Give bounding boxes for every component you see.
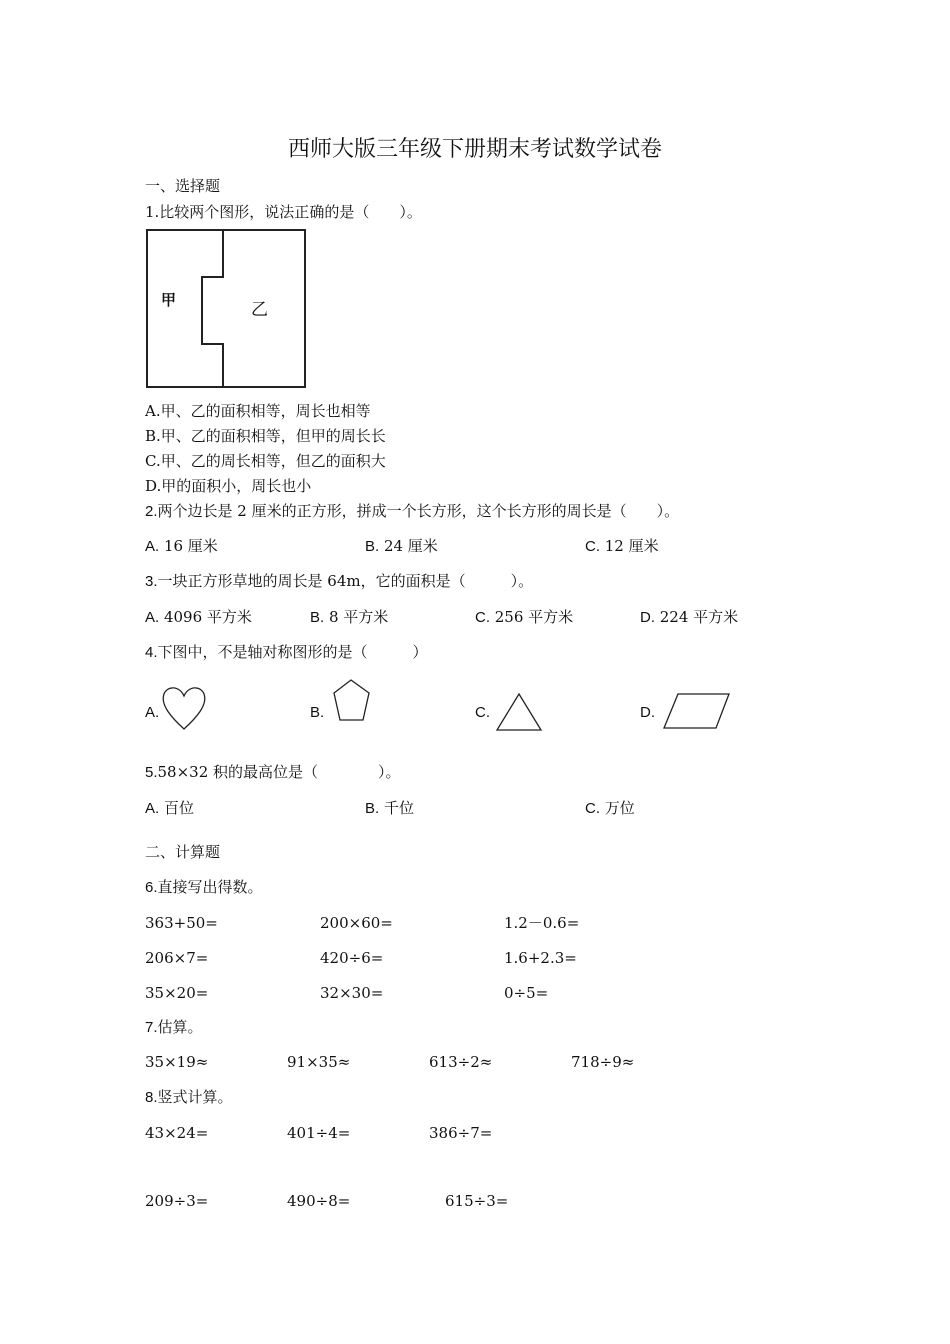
q4-option-c-label: C. <box>475 704 490 721</box>
q2-option-b: B. 24 厘米 <box>365 537 438 555</box>
q3-option-c: C. 256 平方米 <box>475 608 574 626</box>
q5-option-b: B. 千位 <box>365 799 414 817</box>
q2-option-a: A. 16 厘米 <box>145 537 218 555</box>
question-3-stem: 3.一块正方形草地的周长是 64m，它的面积是（ ）。 <box>145 572 534 590</box>
vertical-calc-item: 209÷3= <box>145 1192 209 1210</box>
question-8-stem: 8.竖式计算。 <box>145 1088 233 1106</box>
calc-item: 206×7= <box>145 949 209 967</box>
q1-option-c: C.甲、乙的周长相等，但乙的面积大 <box>145 452 386 470</box>
question-2-stem: 2.两个边长是 2 厘米的正方形，拼成一个长方形，这个长方形的周长是（ ）。 <box>145 502 680 520</box>
calc-item: 35×20= <box>145 984 209 1002</box>
question-1-stem: 1.比较两个图形，说法正确的是（ ）。 <box>145 203 422 221</box>
vertical-calc-item: 615÷3= <box>445 1192 509 1210</box>
q5-option-a: A. 百位 <box>145 799 194 817</box>
q4-option-d-label: D. <box>640 704 655 721</box>
q1-option-d: D.甲的面积小，周长也小 <box>145 477 312 495</box>
parallelogram-shape <box>664 694 729 728</box>
question-5-stem: 5.58×32 积的最高位是（ ）。 <box>145 763 401 781</box>
figure-label-yi: 乙 <box>251 300 268 320</box>
estimate-item: 35×19≈ <box>145 1053 209 1071</box>
vertical-calc-item: 386÷7= <box>429 1124 493 1142</box>
q3-option-b: B. 8 平方米 <box>310 608 389 626</box>
heart-shape <box>163 688 205 729</box>
q4-option-a-label: A. <box>145 704 160 721</box>
q1-option-b: B.甲、乙的面积相等，但甲的周长长 <box>145 427 386 445</box>
calc-item: 363+50= <box>145 914 218 932</box>
section-heading-calc: 二、计算题 <box>145 843 221 861</box>
q5-option-c: C. 万位 <box>585 799 635 817</box>
calc-item: 1.6+2.3= <box>504 949 577 967</box>
vertical-calc-item: 490÷8= <box>287 1192 351 1210</box>
estimate-item: 718÷9≈ <box>571 1053 635 1071</box>
q4-option-b-label: B. <box>310 704 325 721</box>
page-title: 西师大版三年级下册期末考试数学试卷 <box>287 137 662 162</box>
vertical-calc-item: 43×24= <box>145 1124 209 1142</box>
q3-option-d: D. 224 平方米 <box>640 608 739 626</box>
question-4-stem: 4.下图中，不是轴对称图形的是（ ） <box>145 643 428 661</box>
calc-item: 1.2－0.6= <box>504 914 580 932</box>
figure-label-jia: 甲 <box>161 291 177 309</box>
calc-item: 420÷6= <box>320 949 384 967</box>
triangle-shape <box>497 694 541 730</box>
estimate-item: 613÷2≈ <box>429 1053 493 1071</box>
calc-item: 32×30= <box>320 984 384 1002</box>
estimate-item: 91×35≈ <box>287 1053 351 1071</box>
calc-item: 0÷5= <box>504 984 549 1002</box>
q3-option-a: A. 4096 平方米 <box>145 608 252 626</box>
pentagon-shape <box>334 680 369 720</box>
q2-option-c: C. 12 厘米 <box>585 537 659 555</box>
q4-shapes <box>0 0 1 1</box>
question-6-stem: 6.直接写出得数。 <box>145 878 263 896</box>
vertical-calc-item: 401÷4= <box>287 1124 351 1142</box>
question-7-stem: 7.估算。 <box>145 1018 203 1036</box>
q1-option-a: A.甲、乙的面积相等，周长也相等 <box>145 402 371 420</box>
section-heading-choice: 一、选择题 <box>145 177 221 195</box>
calc-item: 200×60= <box>320 914 393 932</box>
